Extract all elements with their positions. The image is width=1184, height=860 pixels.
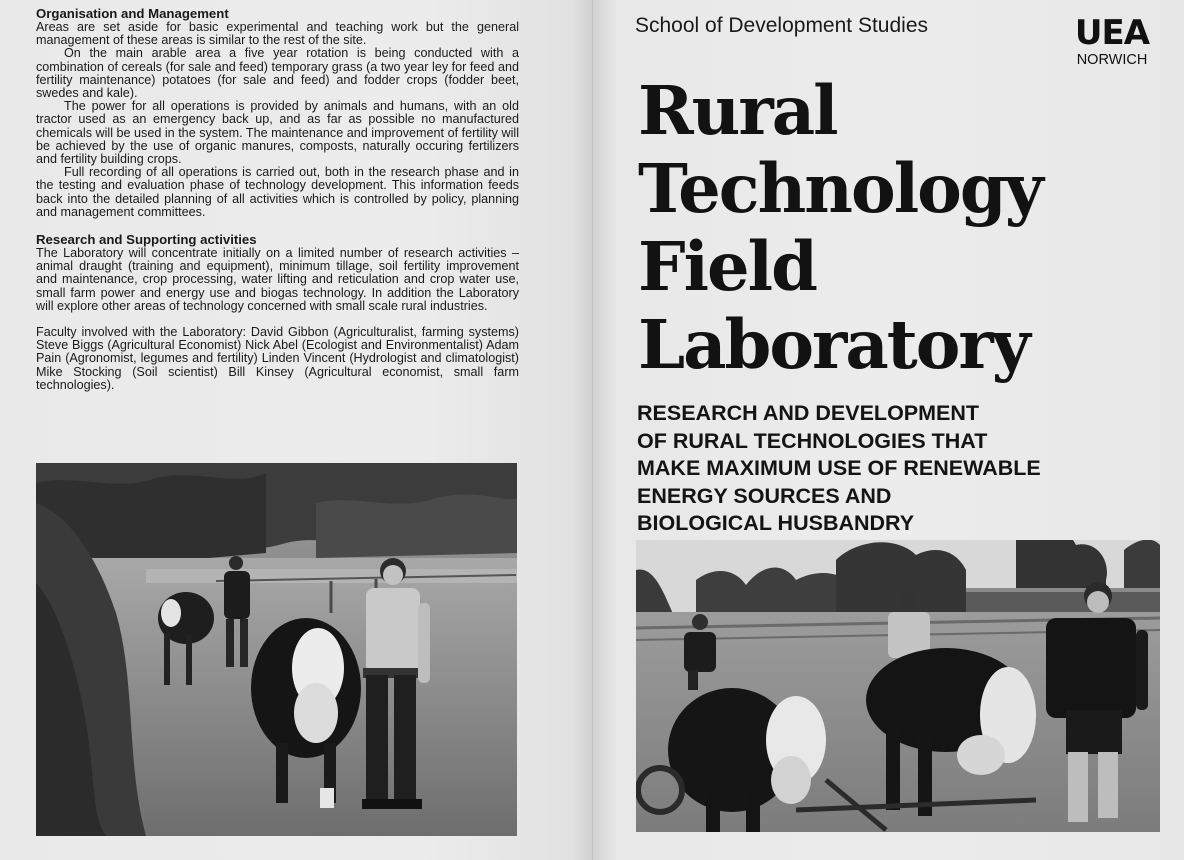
photo-cattle-ploughing	[636, 540, 1160, 832]
title-line: Laboratory	[638, 305, 1029, 384]
section-heading-organisation: Organisation and Management	[36, 6, 229, 21]
subtitle	[637, 400, 1041, 538]
title-line: Rural	[638, 71, 837, 150]
subtitle-line: RESEARCH AND DEVELOPMENT	[637, 401, 980, 425]
subtitle-line: OF RURAL TECHNOLOGIES THAT	[637, 428, 988, 453]
subtitle-line: MAKE MAXIMUM USE OF RENEWABLE	[637, 456, 1041, 480]
page-title	[638, 72, 1042, 384]
logo-main-text: UEA	[1074, 13, 1150, 53]
uea-norwich-logo	[1062, 14, 1162, 68]
subtitle-line: ENERGY SOURCES AND	[637, 483, 892, 508]
paragraph: Full recording of all operations is carried out, both in the research phase and in the testing and evaluation phase of technology development. This information feeds back into the detailed planning of all activities which is controlled by policy, planning and management committees.	[36, 165, 519, 219]
paragraph: Areas are set aside for basic experimental and teaching work but the general management of these areas is similar to the rest of the site.	[36, 20, 519, 48]
title-line: Field	[638, 227, 816, 306]
title-line: Technology	[638, 149, 1042, 228]
paragraph: The Laboratory will concentrate initially on a limited number of research activities – animal draught (training and equipment), minimum tillage, soil fertility improvement and maintenance, crop processing, water lifting and reticulation and crop water use, small farm power and energy use and biogas technology. In addition the Laboratory will explore other areas of technology concerned with small scale rural industries.	[36, 246, 519, 313]
text-column	[36, 6, 519, 392]
faculty-paragraph: Faculty involved with the Laboratory: David Gibbon (Agriculturalist, farming systems) Steve Biggs (Agricultural Economist) Nick Abel (Ecologist and Environmentalist) Adam Pain (Agronomist, legumes and fertility) Linden Vincent (Hydrologist and climatologist) Mike Stocking (Soil scientist) Bill Kinsey (Agricultural economist, small farm technologies).	[36, 325, 519, 392]
photo-students-walking-cattle	[36, 463, 517, 836]
section-heading-research: Research and Supporting activities	[36, 232, 257, 248]
logo-sub-text: NORWICH	[1076, 52, 1148, 68]
paragraph: The power for all operations is provided by animals and humans, with an old tractor used as an emergency back up, and as far as possible no manufactured chemicals will be used in the system. The maintenance and improvement of fertility will be achieved by the use of organic manures, composts, naturally occuring fertilizers and fertility building crops.	[36, 99, 519, 167]
paragraph: On the main arable area a five year rotation is being conducted with a combination of cereals (for sale and feed) temporary grass (a two year ley for feed and fertility maintenance) potatoes (for sale and feed) and fodder crops (fodder beet, swedes and kale).	[36, 46, 519, 101]
subtitle-line: BIOLOGICAL HUSBANDRY	[637, 511, 915, 535]
school-name: School of Development Studies	[635, 14, 929, 37]
